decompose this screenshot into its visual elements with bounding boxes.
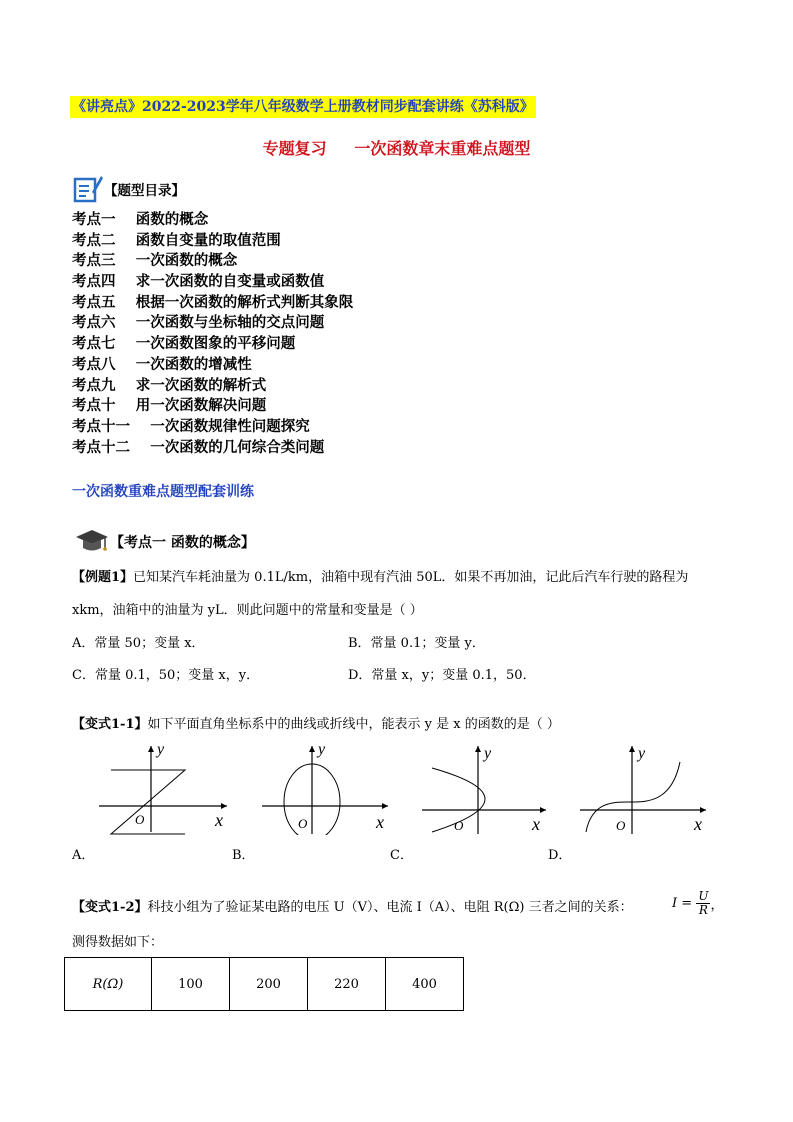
toc-item: 考点三 一次函数的概念 <box>72 252 238 270</box>
example-tag: 【例题1】 <box>72 570 134 585</box>
example-text-line2: xkm，油箱中的油量为 yL．则此问题中的常量和变量是（ ） <box>72 603 423 618</box>
variant2-text: 科技小组为了验证某电路的电压 U（V）、电流 I（A）、电阻 R(Ω) 三者之间的关系： <box>147 900 633 915</box>
graph-d <box>576 740 716 835</box>
kaodian-heading: 【考点一 函数的概念】 <box>110 535 255 551</box>
graph-b-origin: O <box>298 816 308 831</box>
notepad-icon <box>72 172 104 204</box>
table-cell: 100 <box>152 958 230 1011</box>
example-text-line1: 已知某汽车耗油量为 0.1L/km，油箱中现有汽油 50L．如果不再加油，记此后汽车行驶的路程为 <box>133 570 689 585</box>
graph-a-origin: O <box>135 812 145 827</box>
graph-b-y-label: y <box>318 741 326 758</box>
option-a: A．常量 50；变量 x． <box>72 636 205 651</box>
graph-option-d: D． <box>548 848 572 863</box>
variant1-question <box>72 716 560 734</box>
toc-item: 考点九 求一次函数的解析式 <box>72 376 267 394</box>
graph-c-x-label: x <box>532 814 540 834</box>
toc-item: 考点五 根据一次函数的解析式判断其象限 <box>72 293 354 311</box>
variant1-text: 如下平面直角坐标系中的曲线或折线中，能表示 y 是 x 的函数的是（ ） <box>147 717 560 732</box>
toc-item: 考点十 用一次函数解决问题 <box>72 397 267 415</box>
graph-b <box>258 740 398 835</box>
example-question <box>72 569 688 587</box>
variant2-tag: 【变式1-2】 <box>72 900 148 915</box>
option-c: C．常量 0.1，50；变量 x，y． <box>72 668 260 683</box>
toc-list <box>72 210 353 458</box>
page-title: 专题复习 一次函数章末重难点题型 <box>262 139 531 158</box>
graph-a-x-label: x <box>215 810 223 830</box>
graph-d-origin: O <box>616 818 626 833</box>
table-cell: 400 <box>386 958 464 1011</box>
graph-d-y-label: y <box>638 745 646 762</box>
graph-c-y-label: y <box>484 745 492 762</box>
toc-item: 考点二 函数自变量的取值范围 <box>72 231 281 249</box>
graph-b-x-label: x <box>376 812 384 832</box>
toc-item: 考点一 函数的概念 <box>72 211 209 228</box>
graph-a <box>95 740 235 835</box>
graph-option-a: A． <box>72 848 95 863</box>
toc-item: 考点四 求一次函数的自变量或函数值 <box>72 273 325 291</box>
table-cell: 200 <box>230 958 308 1011</box>
toc-heading: 【题型目录】 <box>104 183 185 199</box>
formula-numerator: U <box>698 889 709 903</box>
formula-lhs: I = <box>672 896 693 911</box>
header-banner: 《讲亮点》2022-2023学年八年级数学上册教材同步配套讲练《苏科版》 <box>70 96 536 118</box>
table-row <box>65 958 464 1011</box>
graph-option-c: C． <box>390 848 413 863</box>
formula-tail: ， <box>710 898 724 913</box>
graph-d-x-label: x <box>694 814 702 834</box>
data-table <box>64 957 464 1011</box>
variant2-line2: 测得数据如下： <box>72 935 164 950</box>
graph-a-y-label: y <box>157 741 165 758</box>
graph-option-b: B． <box>232 848 255 863</box>
variant1-tag: 【变式1-1】 <box>72 717 148 732</box>
graph-c <box>418 740 558 835</box>
toc-item: 考点十二 一次函数的几何综合类问题 <box>72 438 325 456</box>
option-b: B．常量 0.1；变量 y． <box>348 636 485 651</box>
toc-item: 考点八 一次函数的增减性 <box>72 355 252 373</box>
ohms-law-formula <box>672 890 723 917</box>
formula-fraction <box>696 890 710 917</box>
table-cell-header: R(Ω) <box>65 958 152 1011</box>
toc-item: 考点十一 一次函数规律性问题探究 <box>72 417 310 435</box>
table-cell: 220 <box>308 958 386 1011</box>
formula-denominator: R <box>698 903 708 917</box>
variant2-question <box>72 899 633 917</box>
section-heading: 一次函数重难点题型配套训练 <box>72 484 254 500</box>
toc-item: 考点六 一次函数与坐标轴的交点问题 <box>72 314 325 332</box>
graph-c-origin: O <box>454 818 464 833</box>
toc-item: 考点七 一次函数图象的平移问题 <box>72 335 296 353</box>
graduation-cap-icon <box>74 528 110 554</box>
option-d: D．常量 x，y；变量 0.1，50． <box>348 668 536 683</box>
